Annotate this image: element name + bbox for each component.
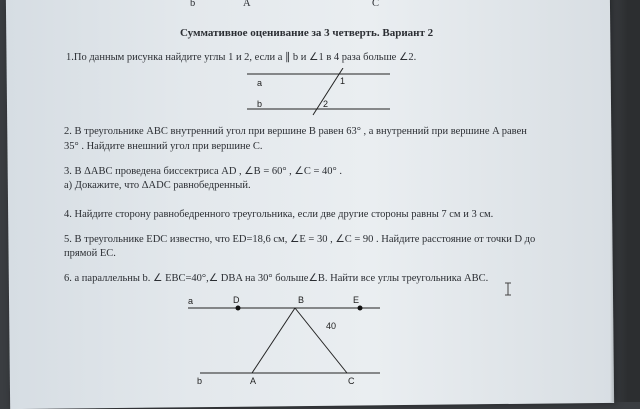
fig6-label-B: B: [298, 295, 305, 305]
task-2-line-2: 35° . Найдите внешний угол при вершине С.: [64, 141, 263, 152]
task-5-line-2: прямой EC.: [64, 248, 116, 259]
side-AB: [252, 308, 295, 373]
fig1-angle-2: 2: [323, 99, 329, 109]
task-6: 6. a параллельны b. ∠ EBC=40°,∠ DBA на 30° больше∠B. Найти все углы треугольника ABC.: [64, 273, 489, 284]
fig6-label-b: b: [197, 376, 203, 386]
top-letter-b: b: [190, 0, 196, 9]
task-3-line-2: а) Докажите, что ΔADC равнобедренный.: [64, 180, 251, 191]
fig6-angle-40: 40: [326, 321, 337, 331]
top-letter-a: A: [243, 0, 251, 9]
figure-triangle: [180, 293, 390, 393]
fig6-label-C: C: [348, 376, 355, 386]
text-cursor-icon: [503, 282, 513, 296]
task-1: 1.По данным рисунка найдите углы 1 и 2, если a ∥ b и ∠1 в 4 раза больше ∠2.: [66, 52, 417, 63]
point-D: [236, 306, 241, 311]
fig1-angle-1: 1: [340, 76, 346, 86]
fig6-label-a: a: [188, 296, 194, 306]
fig6-label-E: E: [353, 295, 360, 305]
point-E: [358, 306, 363, 311]
page-title: Суммативное оценивание за 3 четверть. Вариант 2: [180, 27, 434, 39]
task-3-line-1: 3. В ΔABC проведена биссектриса AD , ∠B = 60° , ∠C = 40° .: [64, 166, 342, 177]
task-5-line-1: 5. В треугольнике EDC известно, что ED=18,6 см, ∠E = 30 , ∠C = 90 . Найдите расстояние от точки D до: [64, 234, 536, 245]
fig1-label-b: b: [257, 99, 263, 109]
side-BC: [295, 308, 347, 373]
figure-parallel-lines: [245, 68, 395, 116]
task-4: 4. Найдите сторону равнобедренного треугольника, если две другие стороны равны 7 см и 3 см.: [64, 209, 494, 220]
fig1-label-a: a: [257, 78, 263, 88]
task-2-line-1: 2. В треугольнике ABC внутренний угол при вершине B равен 63° , а внутренний при вершине A равен: [64, 126, 527, 137]
background-edge: [610, 0, 640, 402]
fig6-label-A: A: [250, 376, 257, 386]
top-letter-c: C: [372, 0, 380, 9]
fig6-label-D: D: [233, 295, 240, 305]
